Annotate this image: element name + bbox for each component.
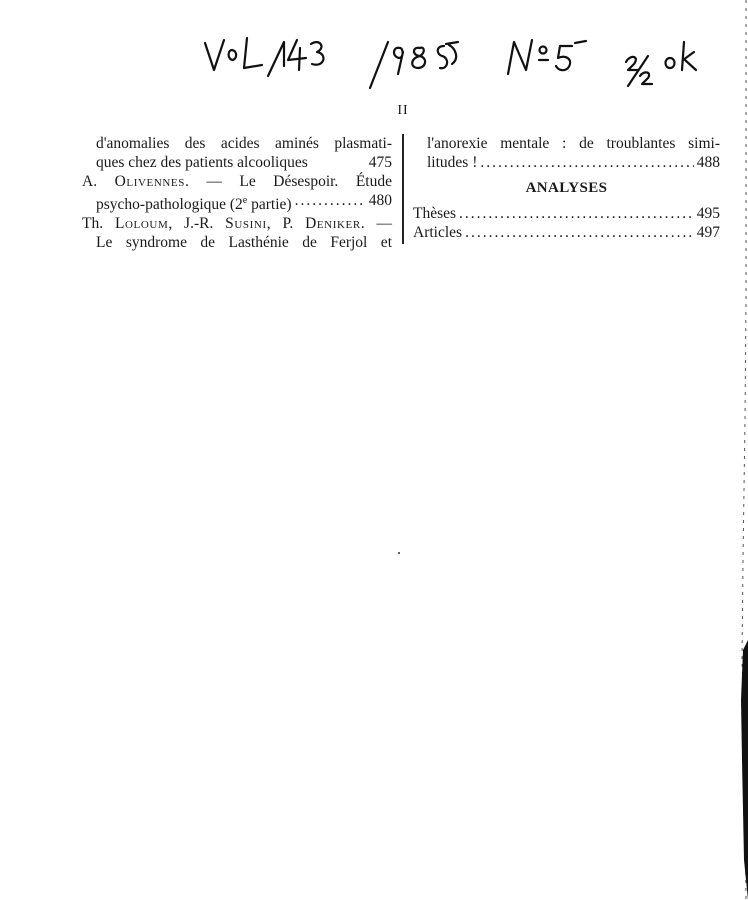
author-prefix: Th. <box>82 215 115 233</box>
title-part: psycho-pathologique (2 <box>96 196 243 214</box>
toc-right-column <box>413 134 720 242</box>
toc-entry-line: Le syndrome de Lasthénie de Ferjol et <box>96 234 392 252</box>
author-separator: , J.-R. <box>168 215 226 233</box>
toc-entry-text: litudes ! <box>427 154 478 171</box>
author-separator: , P. <box>266 215 306 233</box>
toc-page-ref: 495 <box>696 205 720 222</box>
toc-entry-continuation <box>413 134 720 172</box>
author-name: Olivennes <box>114 173 185 190</box>
author-prefix: A. <box>82 173 115 190</box>
author-name: Loloum <box>114 215 169 233</box>
author-separator: . — <box>360 215 393 233</box>
toc-author-line <box>82 172 392 191</box>
leader-dots <box>480 153 693 172</box>
toc-author-line <box>82 214 392 233</box>
toc-entry-text: ques chez des patients alcooliques <box>96 154 308 171</box>
column-divider <box>402 134 404 244</box>
scan-edge-artifact <box>740 0 748 900</box>
leader-dots <box>465 223 694 242</box>
toc-page-ref: 497 <box>696 224 720 241</box>
title-part: partie) <box>247 196 292 214</box>
toc-entry-line <box>82 153 392 172</box>
leader-dots <box>295 191 366 214</box>
leader-dots <box>459 204 694 223</box>
toc-entry <box>82 172 392 214</box>
toc-item-label: Articles <box>413 224 463 241</box>
handwriting-drawing <box>0 18 748 98</box>
superscript: e <box>242 195 248 206</box>
toc-entry-line <box>413 153 720 172</box>
author-name: Susini <box>225 215 267 233</box>
toc-entry-line: l'anorexie mentale : de troublantes simi- <box>427 135 720 152</box>
toc-page-ref: 480 <box>368 192 392 209</box>
handwritten-annotation <box>0 18 748 98</box>
toc-item-label: Thèses <box>413 205 457 222</box>
toc-entry <box>82 214 392 252</box>
toc-item-articles <box>413 223 720 242</box>
toc-item-theses <box>413 204 720 223</box>
title-start: . — Le Désespoir. Étude <box>184 173 392 190</box>
toc-left-column <box>82 134 392 252</box>
toc-page-ref: 475 <box>368 154 392 171</box>
toc-entry <box>82 134 392 172</box>
toc-page-ref: 488 <box>696 154 720 171</box>
section-title-analyses: ANALYSES <box>525 180 608 196</box>
scan-speck <box>398 552 400 554</box>
toc-entry-line <box>82 191 392 214</box>
page-number: II <box>397 103 409 118</box>
toc-entry-text <box>96 191 292 214</box>
toc-entry-line: d'anomalies des acides aminés plasmati- <box>96 135 392 152</box>
author-name: Deniker <box>305 215 361 233</box>
